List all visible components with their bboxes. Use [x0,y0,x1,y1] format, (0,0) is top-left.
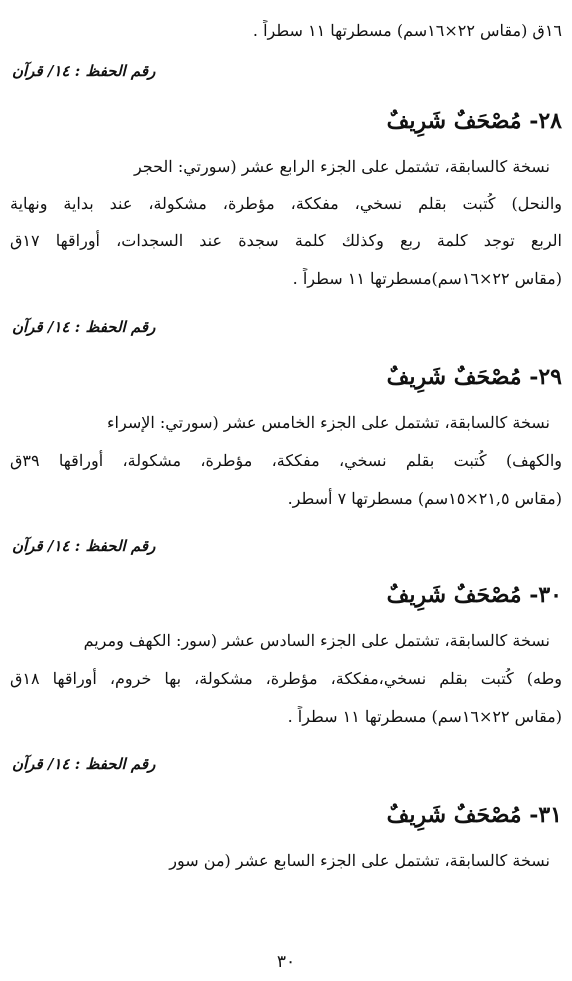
entry-28-line-2: والنحل) كُتبت بقلم نسخي، مفككة، مؤطرة، مشكولة، عند بداية ونهاية [10,194,562,213]
entry-28-line-3: الربع توجد كلمة ربع وكذلك كلمة سجدة عند السجدات، أوراقها ١٧ق [10,231,562,250]
entry-29-line-2: والكهف) كُتبت بقلم نسخي، مفككة، مؤطرة، مشكولة، أوراقها ٣٩ق [10,451,562,470]
entry-30-line-2: وطه) كُتبت بقلم نسخي،مفككة، مؤطرة، مشكولة، بها خروم، أوراقها ١٨ق [10,669,562,688]
entry-heading-30: ٣٠- مُصْحَفٌ شَرِيفٌ [386,582,562,608]
shelfmark-30: رقم الحفظ : ١٤/ قرآن [12,755,156,773]
intro-line: ١٦ق (مقاس ٢٢×١٦سم) مسطرتها ١١ سطراً . [252,21,562,40]
entry-30-line-3: (مقاس ٢٢×١٦سم) مسطرتها ١١ سطراً . [287,707,562,726]
page-number: ٣٠ [276,952,296,972]
entry-heading-28: ٢٨- مُصْحَفٌ شَرِيفٌ [386,108,562,134]
entry-heading-29: ٢٩- مُصْحَفٌ شَرِيفٌ [386,364,562,390]
entry-heading-31: ٣١- مُصْحَفٌ شَرِيفٌ [386,802,562,828]
shelfmark-27: رقم الحفظ : ١٤/ قرآن [12,62,156,80]
shelfmark-28: رقم الحفظ : ١٤/ قرآن [12,318,156,336]
entry-29-line-1: نسخة كالسابقة، تشتمل على الجزء الخامس عشر (سورتي: الإسراء [107,413,550,432]
entry-28-line-4: (مقاس ٢٢×١٦سم)مسطرتها ١١ سطراً . [292,269,562,288]
entry-30-line-1: نسخة كالسابقة، تشتمل على الجزء السادس عشر (سور: الكهف ومريم [83,631,550,650]
entry-31-line-1: نسخة كالسابقة، تشتمل على الجزء السابع عشر (من سور [169,851,550,870]
shelfmark-29: رقم الحفظ : ١٤/ قرآن [12,537,156,555]
entry-29-line-3: (مقاس ٢١,٥×١٥سم) مسطرتها ٧ أسطر. [287,489,562,508]
entry-28-line-1: نسخة كالسابقة، تشتمل على الجزء الرابع عشر (سورتي: الحجر [133,157,550,176]
